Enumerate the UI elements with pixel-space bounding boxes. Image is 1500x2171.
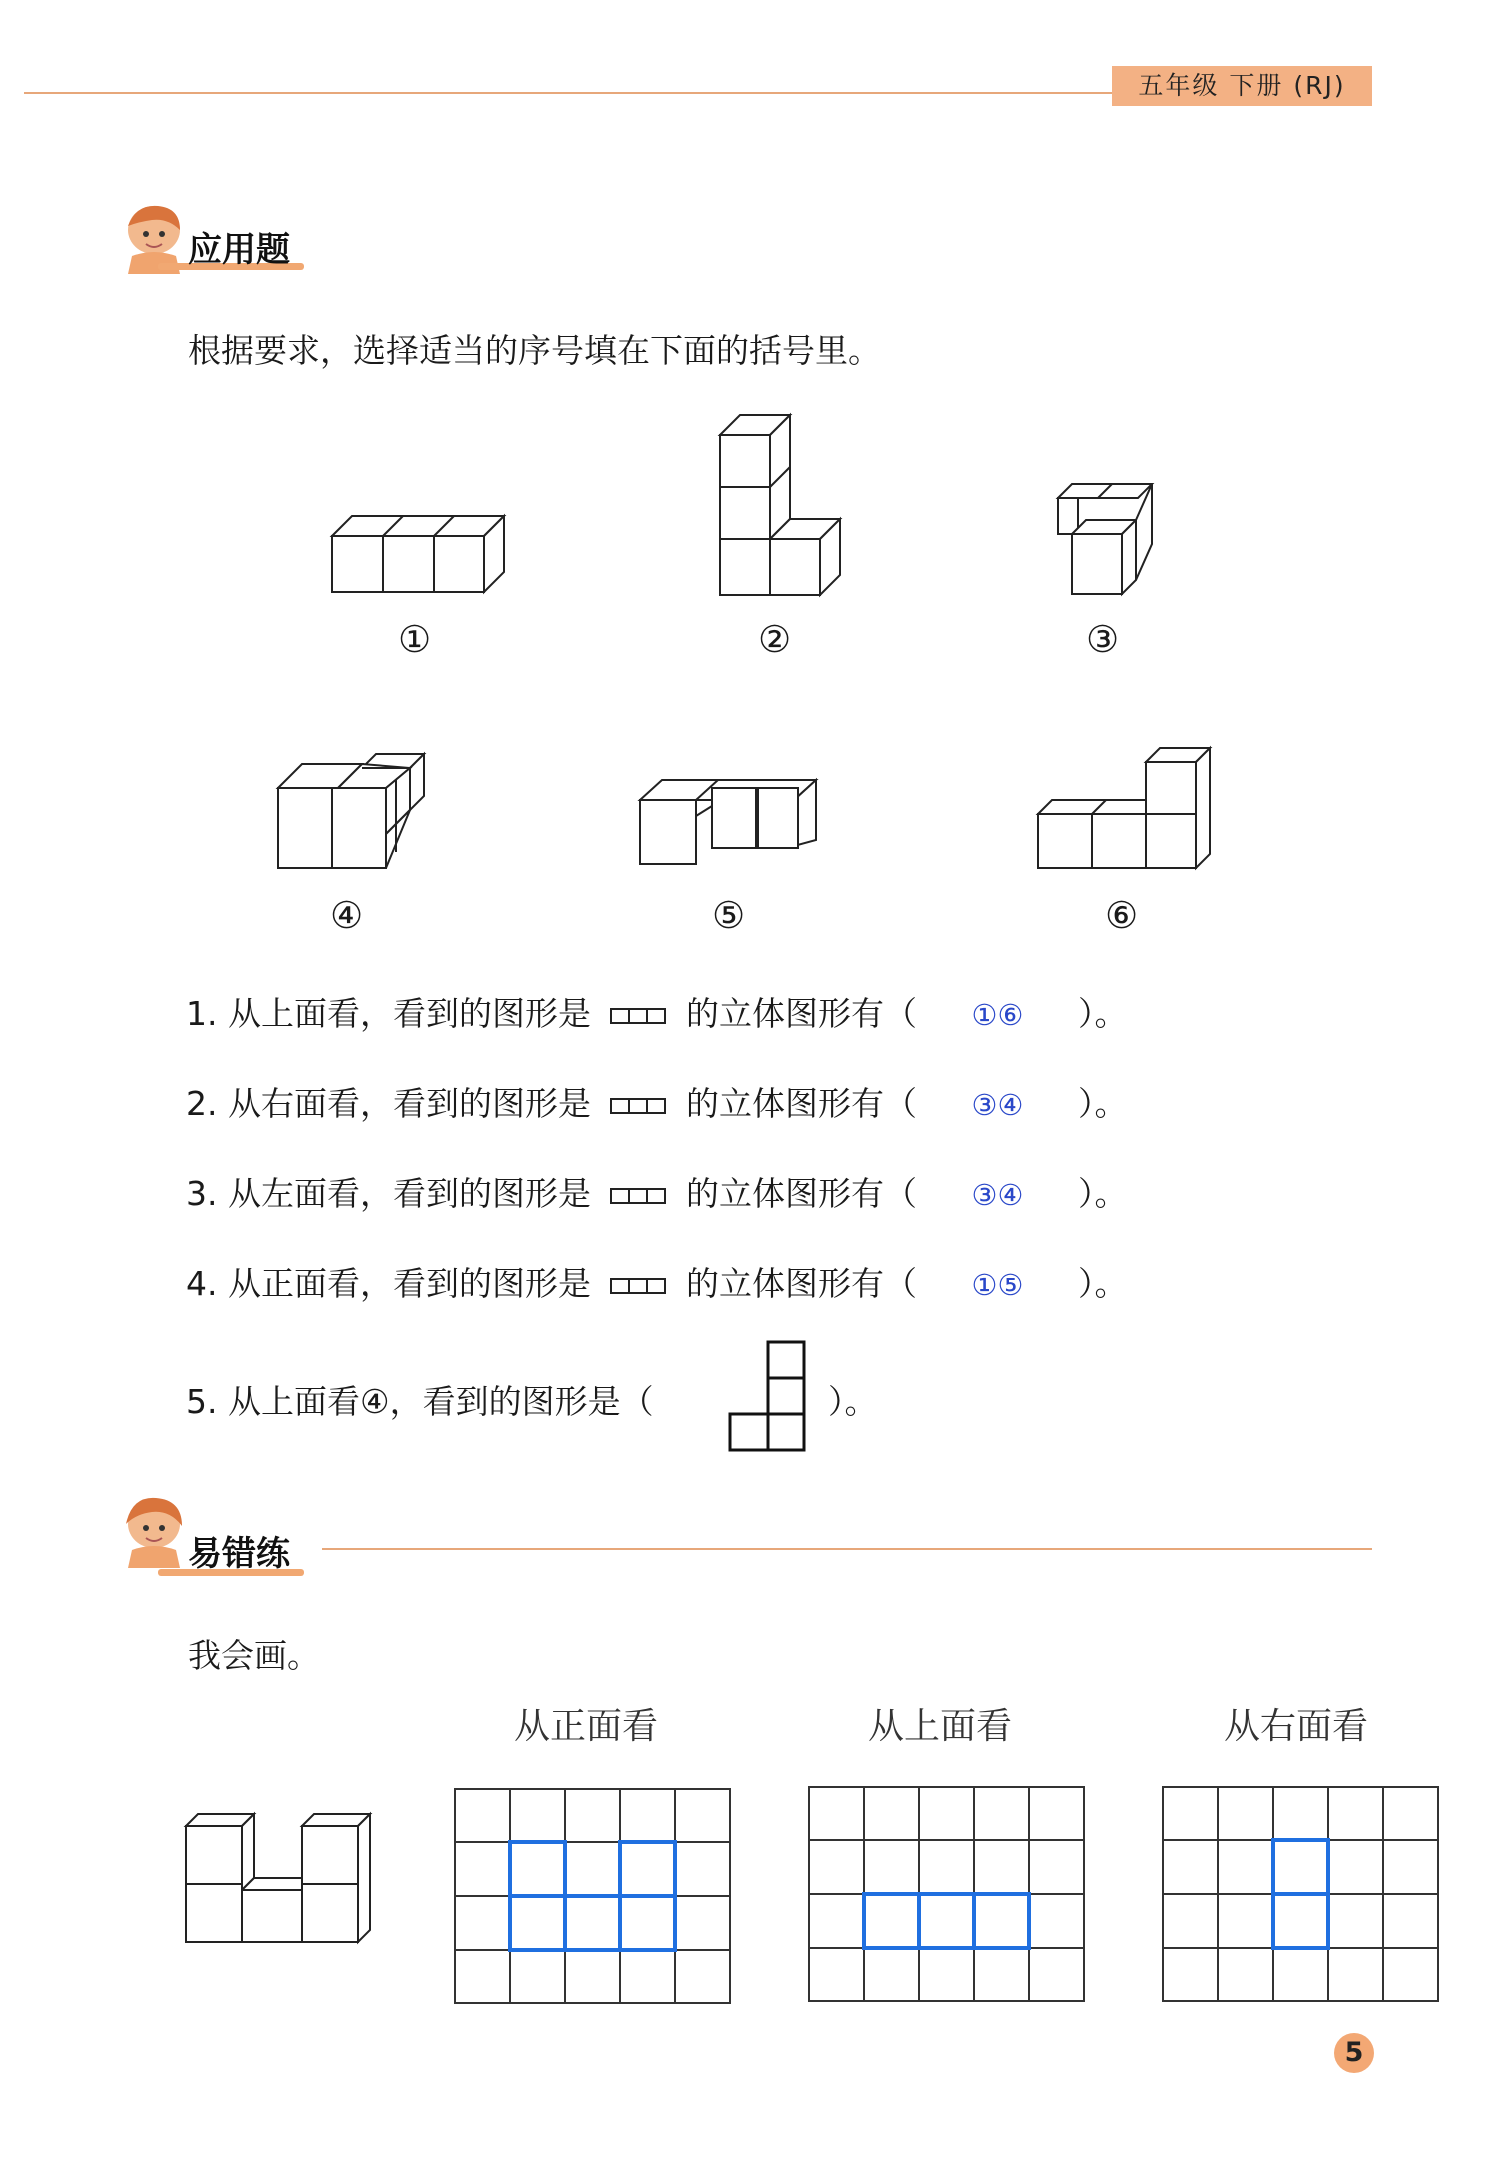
three-square-view-icon	[612, 1264, 666, 1303]
question-2	[186, 1078, 1128, 1125]
question-text: 从正面看，看到的图形是	[228, 1264, 591, 1303]
figure-4-label: ④	[330, 894, 364, 937]
grade-badge: 五年级 下册 (RJ)	[1112, 66, 1372, 106]
question-number: 3.	[186, 1174, 218, 1213]
question-end: ）。	[1078, 994, 1128, 1033]
answer-text: ③④	[971, 1088, 1024, 1122]
question-end: ）。	[1078, 1174, 1128, 1213]
figure-5-label: ⑤	[712, 894, 746, 937]
view-heading-top: 从上面看	[868, 1706, 1013, 1747]
answer-text: ③④	[971, 1178, 1024, 1212]
section1-title: 应用题	[188, 230, 290, 270]
figure-2-cubes	[720, 415, 840, 595]
question-text: 从左面看，看到的图形是	[228, 1174, 591, 1213]
question-number: 2.	[186, 1084, 218, 1123]
figure-5-cubes	[640, 776, 820, 866]
q5-end: ）。	[828, 1382, 878, 1421]
question-number: 1.	[186, 994, 218, 1033]
section2-rule	[322, 1548, 1372, 1550]
grid-top-view	[808, 1786, 1088, 2004]
header-rule	[24, 92, 1124, 94]
grid-right-view	[1162, 1786, 1442, 2004]
question-text: 从右面看，看到的图形是	[228, 1084, 591, 1123]
student-mascot-icon	[118, 1494, 190, 1568]
section2-instruction: 我会画。	[188, 1636, 320, 1675]
three-square-view-icon	[612, 994, 666, 1033]
question-text: 从上面看④，看到的图形是（	[228, 1382, 654, 1421]
section2-title: 易错练	[188, 1534, 290, 1574]
figure-6-label: ⑥	[1105, 894, 1139, 937]
figure-3-label: ③	[1086, 618, 1120, 661]
answer-text: ①⑤	[971, 1268, 1024, 1302]
answer-text: ①⑥	[971, 998, 1024, 1032]
figure-1-cubes	[332, 512, 512, 592]
question-number: 4.	[186, 1264, 218, 1303]
figure-6-cubes	[1038, 748, 1214, 868]
question-suffix: 的立体图形有（	[686, 1264, 917, 1303]
figure-4-cubes	[278, 754, 428, 868]
three-square-view-icon	[612, 1084, 666, 1123]
view-heading-right: 从右面看	[1224, 1706, 1369, 1747]
question-suffix: 的立体图形有（	[686, 994, 917, 1033]
question-1	[186, 988, 1128, 1035]
figure-2-label: ②	[758, 618, 792, 661]
q5-answer-top-view	[726, 1340, 806, 1454]
section1-instruction: 根据要求，选择适当的序号填在下面的括号里。	[188, 331, 881, 370]
question-text: 从上面看，看到的图形是	[228, 994, 591, 1033]
three-square-view-icon	[612, 1174, 666, 1213]
question-number: 5.	[186, 1382, 218, 1421]
question-end: ）。	[1078, 1264, 1128, 1303]
question-3	[186, 1168, 1128, 1215]
figure-1-label: ①	[398, 618, 432, 661]
question-end: ）。	[1078, 1084, 1128, 1123]
figure-3-cubes	[1058, 484, 1156, 594]
question-5	[186, 1376, 654, 1423]
question-4	[186, 1258, 1128, 1305]
view-heading-front: 从正面看	[514, 1706, 659, 1747]
grid-front-view	[454, 1788, 734, 2006]
u-shaped-solid	[186, 1814, 376, 1944]
page-number: 5	[1334, 2033, 1374, 2073]
question-suffix: 的立体图形有（	[686, 1174, 917, 1213]
question-suffix: 的立体图形有（	[686, 1084, 917, 1123]
